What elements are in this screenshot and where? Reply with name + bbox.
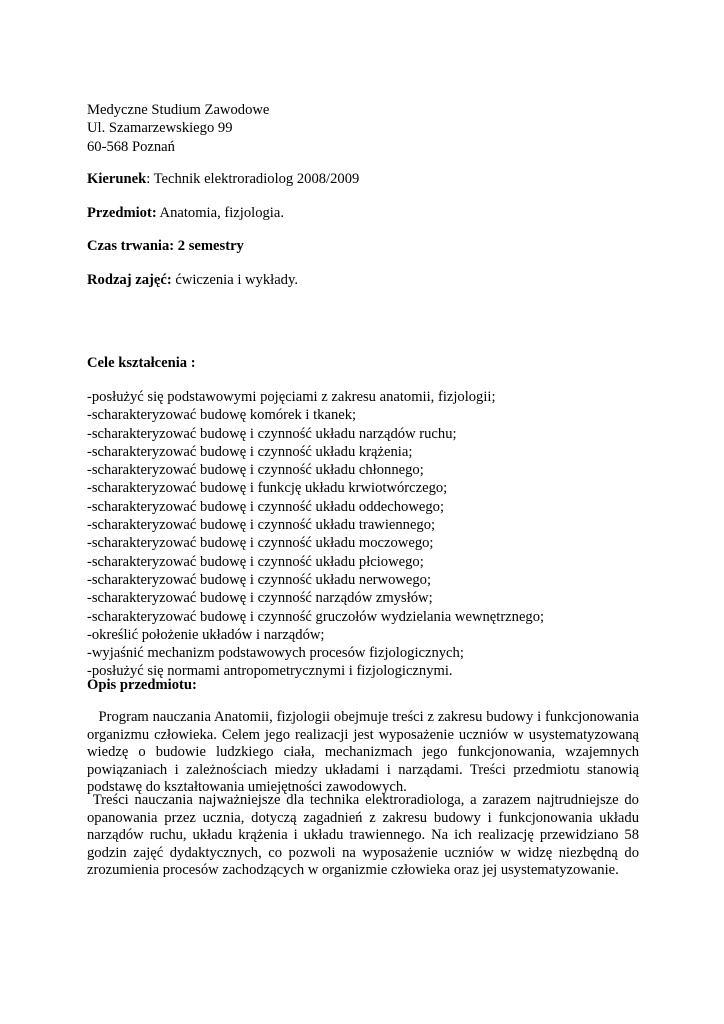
list-item: -scharakteryzować budowę komórek i tkanek;	[87, 407, 357, 424]
section-heading-opis: Opis przedmiotu:	[87, 677, 197, 693]
address-line: Ul. Szamarzewskiego 99	[87, 120, 233, 137]
address-line: 60-568 Poznań	[87, 138, 175, 155]
address-line: Medyczne Studium Zawodowe	[87, 102, 270, 118]
field-przedmiot	[87, 204, 639, 222]
field-kierunek	[87, 170, 639, 188]
list-item: -scharakteryzować budowę i czynność układu krążenia;	[87, 443, 413, 460]
list-item: -określić położenie układów i narządów;	[87, 626, 325, 643]
field-label: Rodzaj zajęć:	[87, 272, 172, 288]
list-item: -scharakteryzować budowę i funkcję układu krwiotwórczego;	[87, 480, 448, 497]
field-label: Przedmiot:	[87, 205, 157, 221]
list-item: -scharakteryzować budowę i czynność układu narządów ruchu;	[87, 425, 457, 442]
list-item: -scharakteryzować budowę i czynność układu moczowego;	[87, 535, 434, 552]
opis-paragraph: Treści nauczania najważniejsze dla technika elektroradiologa, a zarazem najtrudniejsze do opanowania przez ucznia, dotyczą zagadnień z zakresu budowy i funkcjonowania układu narządów ruchu, układu krążenia i układu trawiennego. Na ich realizację przewidziano 58 godzin zajęć dydaktycznych, co pozwoli na wyposażenie uczniów w widzę niezbędną do zrozumienia procesów zachodzących w organizmie człowieka oraz jej usystematyzowanie.	[87, 792, 643, 879]
field-label: Kierunek	[87, 171, 147, 187]
list-item: -scharakteryzować budowę i czynność układu płciowego;	[87, 553, 424, 570]
field-label: Czas trwania: 2 semestry	[87, 238, 244, 254]
school-address	[87, 101, 639, 156]
field-rodzaj-zajec	[87, 271, 639, 289]
list-item: -wyjaśnić mechanizm podstawowych procesów fizjologicznych;	[87, 645, 464, 662]
opis-paragraph: Program nauczania Anatomii, fizjologii obejmuje treści z zakresu budowy i funkcjonowania organizmu człowieka. Celem jego realizacji jest wyposażenie uczniów w usystematyzowaną wiedzę o budowie ludzkiego ciała, mechanizmach jego funkcjonowania, wzajemnych powiązaniach i zależnościach miedzy układami i narządami. Treści przedmiotu stanowią podstawę do kształtowania umiejętności zawodowych.	[87, 709, 643, 796]
field-value: Anatomia, fizjologia.	[156, 205, 284, 221]
section-heading-cele: Cele kształcenia :	[87, 355, 196, 371]
list-item: -posłużyć się podstawowymi pojęciami z zakresu anatomii, fizjologii;	[87, 389, 496, 405]
field-value: ćwiczenia i wykłady.	[171, 272, 298, 288]
list-item: -posłużyć się normami antropometrycznymi i fizjologicznymi.	[87, 663, 453, 680]
field-value: : Technik elektroradiolog 2008/2009	[146, 171, 360, 187]
list-item: -scharakteryzować budowę i czynność narządów zmysłów;	[87, 590, 433, 607]
list-item: -scharakteryzować budowę i czynność gruczołów wydzielania wewnętrznego;	[87, 608, 545, 625]
list-item: -scharakteryzować budowę i czynność układu oddechowego;	[87, 498, 445, 515]
field-czas-trwania	[87, 237, 639, 255]
list-item: -scharakteryzować budowę i czynność układu nerwowego;	[87, 571, 432, 588]
list-item: -scharakteryzować budowę i czynność układu chłonnego;	[87, 462, 424, 479]
cele-list	[87, 388, 639, 681]
list-item: -scharakteryzować budowę i czynność układu trawiennego;	[87, 517, 436, 534]
